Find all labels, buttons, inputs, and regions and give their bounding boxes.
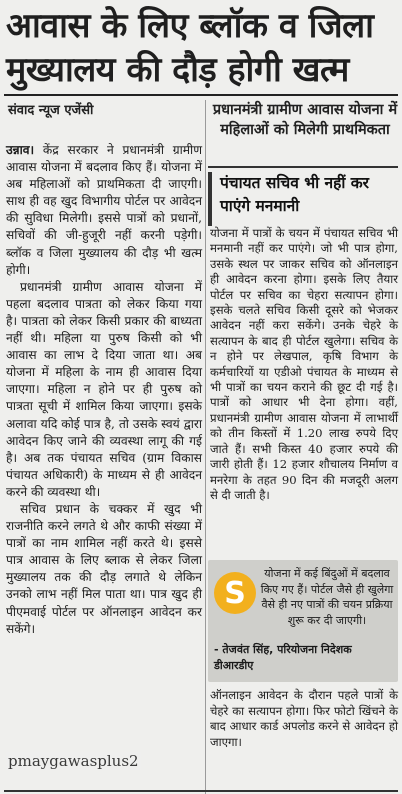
left-column	[6, 142, 202, 638]
left-para-1-text: केंद्र सरकार ने प्रधानमंत्री ग्रामीण आवास योजना में बदलाव किए हैं। योजना में अब महिलाओं को प्राथमिकता दी जाएगी। साथ ही वह खुद विभागीय पोर्टल पर आवेदन की सुविधा मिलेगी। इससे पात्रों को प्रधानों, सचिवों की जी-हुजूरी नहीं करनी पड़ेगी। ब्लॉक व जिला मुख्यालय की दौड़ भी खत्म होगी।	[6, 143, 202, 277]
left-para-3: सचिव प्रधान के चक्कर में खुद भी राजनीति करने लगते थे और काफी संख्या में पात्रों का नाम शामिल नहीं करते थे। इससे पात्र आवास के लिए ब्लाक से लेकर जिला मुख्यालय तक की दौड़ लगाते थे लेकिन उनको लाभ नहीं मिल पाता था। पात्र खुद ही पीएमवाई पोर्टल पर ऑनलाइन आवेदन कर सकेंगे।	[6, 501, 202, 636]
quote-author: - तेजवंत सिंह, परियोजना निदेशक डीआरडीए	[214, 643, 352, 672]
headline-line-1: आवास के लिए ब्लॉक व जिला	[6, 6, 374, 46]
watermark: pmaygawasplus2	[8, 752, 139, 770]
box-headline: पंचायत सचिव भी नहीं कर पाएंगे मनमानी	[208, 172, 398, 226]
headline	[6, 4, 398, 92]
top-rule	[4, 94, 398, 96]
sub-headline: प्रधानमंत्री ग्रामीण आवास योजना में महिलाओं को मिलेगी प्राथमिकता	[212, 102, 398, 138]
left-para-2: प्रधानमंत्री ग्रामीण आवास योजना में पहला बदलाव पात्रता को लेकर किया गया है। पात्रता को लेकर किसी प्रकार की बाध्यता नहीं थी। महिला या पुरुष किसी को भी आवास का लाभ दे दिया जाता था। अब योजना में महिला के नाम ही आवास दिया जाएगा। महिला न होने पर ही पुरुष को पात्रता सूची में शामिल किया जाएगा। इसके अलावा यदि कोई पात्र है, तो उसके स्वयं द्वारा आवेदन किए जाने की व्यवस्था लागू की गई है। अब तक पंचायत सचिव (ग्राम विकास पंचायत अधिकारी) के माध्यम से ही आवेदन करने की व्यवस्था थी।	[6, 279, 202, 499]
right-column-bottom: ऑनलाइन आवेदन के दौरान पहले पात्रों के चेहरे का सत्यापन होगा। फिर फोटो खिंचने के बाद आधार कार्ड अपलोड करने से आवेदन हो जाएगा।	[210, 688, 398, 749]
bottom-rule	[4, 790, 398, 792]
left-para-1	[6, 142, 202, 279]
quote-box	[208, 560, 398, 682]
quote-text: योजना में कई बिंदुओं में बदलाव किए गए हैं। पोर्टल जैसे ही खुलेगा वैसे ही नए पात्रों की चयन प्रक्रिया शुरू कर दी जाएगी।	[260, 567, 394, 627]
quote-logo-icon: S	[214, 572, 256, 614]
dateline-place: उन्नाव।	[6, 143, 35, 157]
sub-head-rule	[208, 166, 398, 168]
byline: संवाद न्यूज एजेंसी	[8, 103, 94, 118]
headline-line-2: मुख्यालय की दौड़ होगी खत्म	[6, 50, 349, 90]
column-divider	[205, 100, 206, 794]
right-column: योजना में पात्रों के चयन में पंचायत सचिव भी मनमानी नहीं कर पाएंगे। जो भी पात्र होगा, उसके स्थल पर जाकर सचिव को ऑनलाइन ही आवेदन करना होगा। इसके लिए तैयार पोर्टल पर सचिव का चेहरा सत्यापन होगा। इसके चलते सचिव किसी दूसरे को भेजकर आवेदन नहीं करा सकेंगे। उनके चेहरे के सत्यापन के बाद ही पोर्टल खुलेगा। सचिव के न होने पर लेखपाल, कृषि विभाग के कर्मचारियों या एडीओ पंचायत के माध्यम से भी पात्रों का चयन कराने की छूट दी गई है। पात्रों को आधार भी देना होगा। वहीं, प्रधानमंत्री ग्रामीण आवास योजना में लाभार्थी को तीन किस्तों में 1.20 लाख रुपये दिए जाते हैं। सभी किस्त 40 हजार रुपये की जारी होती हैं। 12 हजार शौचालय निर्माण व मनरेगा के तहत 90 दिन की मजदूरी अलग से दी जाती है।	[210, 226, 398, 502]
